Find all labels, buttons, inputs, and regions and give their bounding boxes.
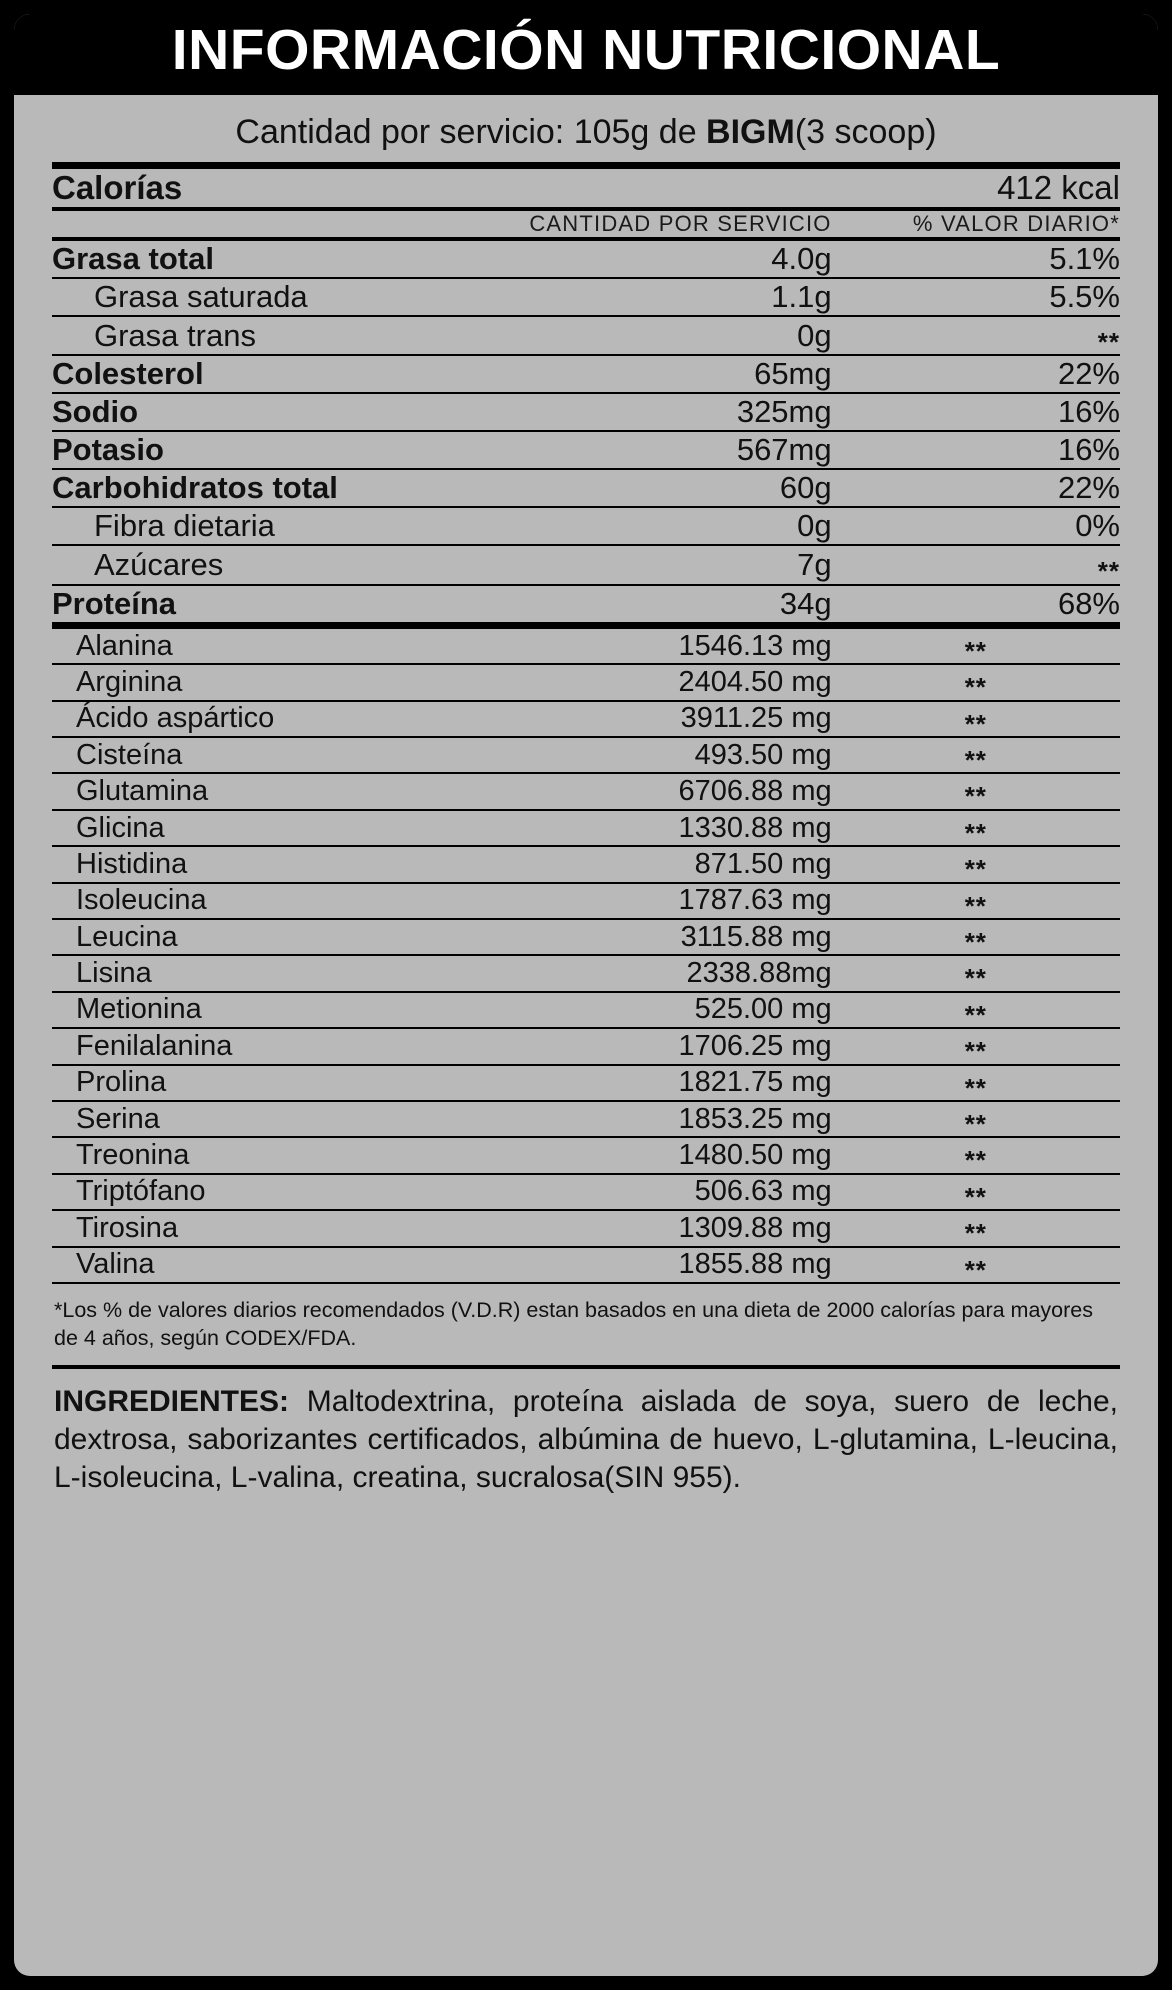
amino-acid-daily-value <box>832 1065 1120 1101</box>
amino-acid-name: Glicina <box>76 811 165 844</box>
ingredients-label: INGREDIENTES: <box>54 1384 290 1418</box>
nutrient-name: Grasa total <box>52 241 214 277</box>
nutrient-amount: 65mg <box>754 356 832 392</box>
amino-acid-daily-value <box>832 625 1120 664</box>
table-row-nutrient <box>52 239 1120 278</box>
amino-acid-daily-value <box>832 664 1120 703</box>
table-row-amino-acid <box>52 625 1120 664</box>
nutrient-name: Colesterol <box>52 356 204 392</box>
amino-acid-amount: 493.50 mg <box>694 738 832 771</box>
nutrition-facts-card <box>14 14 1158 1976</box>
amino-acid-name: Alanina <box>76 629 173 662</box>
nutrient-daily-value: 16% <box>1057 394 1120 430</box>
amino-acid-name: Lisina <box>76 957 152 990</box>
column-header-amount: CANTIDAD POR SERVICIO <box>529 211 832 237</box>
amino-acid-name: Arginina <box>76 665 183 698</box>
stars-marker: ** <box>964 927 987 957</box>
amino-acid-amount: 1546.13 mg <box>678 629 832 662</box>
column-header-blank <box>52 209 479 239</box>
nutrient-amount: 0g <box>797 317 832 353</box>
page-title: INFORMACIÓN NUTRICIONAL <box>171 18 1001 82</box>
amino-acid-name: Cisteína <box>76 738 183 771</box>
amino-acid-daily-value <box>832 1137 1120 1176</box>
serving-brand: BIGM <box>706 113 795 151</box>
nutrient-daily-value <box>832 545 1120 587</box>
stars-marker: ** <box>1097 556 1120 587</box>
nutrient-daily-value: 68% <box>1057 585 1120 621</box>
amino-acid-name: Glutamina <box>76 775 209 808</box>
amino-acid-daily-value <box>832 846 1120 885</box>
amino-acid-name: Ácido aspártico <box>76 702 275 735</box>
amino-acid-amount: 506.63 mg <box>694 1175 832 1208</box>
nutrient-name: Azúcares <box>94 547 224 583</box>
table-row-nutrient <box>52 278 1120 316</box>
stars-marker: ** <box>964 1181 987 1212</box>
amino-acid-daily-value <box>832 1247 1120 1283</box>
amino-acid-name: Prolina <box>76 1066 167 1099</box>
stars-marker: ** <box>964 890 987 921</box>
table-row-amino-acid <box>52 883 1120 919</box>
amino-acid-daily-value <box>832 1028 1120 1067</box>
amino-acid-name: Valina <box>76 1248 155 1281</box>
table-row-amino-acid <box>52 701 1120 737</box>
serving-prefix: Cantidad por servicio: 105g de <box>235 113 707 151</box>
table-row-calories <box>52 166 1120 210</box>
stars-marker: ** <box>964 999 987 1030</box>
nutrient-amount: 1.1g <box>771 279 832 315</box>
stars-marker: ** <box>964 854 987 885</box>
serving-suffix: (3 scoop) <box>794 113 937 151</box>
amino-acid-daily-value <box>832 1101 1120 1137</box>
amino-acid-name: Tirosina <box>76 1211 179 1244</box>
table-row-amino-acid <box>52 773 1120 809</box>
nutrient-name: Grasa saturada <box>94 279 308 315</box>
nutrient-name: Carbohidratos total <box>52 470 338 506</box>
ingredients-text: Maltodextrina, proteína aislada de soya, suero de leche, dextrosa, saborizantes certificados, albúmina de huevo, L-glutamina, L-leucina, L-isoleucina, L-valina, creatina, sucralosa(SIN 955). <box>54 1384 1118 1495</box>
nutrient-amount: 7g <box>797 547 832 583</box>
nutrient-name: Potasio <box>52 432 164 468</box>
table-row-amino-acid <box>52 1101 1120 1137</box>
amino-acid-amount: 2338.88mg <box>686 957 832 990</box>
amino-acid-name: Leucina <box>76 920 178 953</box>
amino-acid-amount: 1330.88 mg <box>678 811 832 844</box>
table-row-amino-acid <box>52 1210 1120 1246</box>
amino-acid-name: Metionina <box>76 993 202 1026</box>
amino-acid-amount: 1855.88 mg <box>678 1248 832 1281</box>
nutrition-table-wrap <box>14 162 1158 1284</box>
stars-marker: ** <box>1097 327 1120 358</box>
amino-acid-amount: 1706.25 mg <box>678 1029 832 1062</box>
amino-acid-amount: 1480.50 mg <box>678 1139 832 1172</box>
table-row-nutrient <box>52 355 1120 393</box>
stars-marker: ** <box>964 1254 987 1285</box>
table-row-amino-acid <box>52 1028 1120 1064</box>
amino-acid-amount: 1853.25 mg <box>678 1102 832 1135</box>
ingredients-section <box>14 1369 1158 1508</box>
table-row-amino-acid <box>52 919 1120 955</box>
nutrient-daily-value <box>832 316 1120 358</box>
nutrient-amount: 60g <box>779 470 832 506</box>
amino-acid-amount: 1787.63 mg <box>678 884 832 917</box>
nutrient-daily-value: 22% <box>1057 470 1120 506</box>
nutrient-name: Sodio <box>52 394 139 430</box>
amino-acid-amount: 1821.75 mg <box>678 1066 832 1099</box>
table-row-amino-acid <box>52 1065 1120 1101</box>
table-column-headers <box>52 209 1120 239</box>
amino-acid-amount: 525.00 mg <box>694 993 832 1026</box>
table-row-nutrient <box>52 469 1120 507</box>
nutrient-daily-value: 5.1% <box>1049 241 1120 277</box>
table-row-amino-acid <box>52 1174 1120 1210</box>
table-row-amino-acid <box>52 992 1120 1028</box>
amino-acid-name: Treonina <box>76 1139 190 1172</box>
column-header-daily-value: % VALOR DIARIO* <box>912 211 1120 237</box>
amino-acid-name: Isoleucina <box>76 884 207 917</box>
nutrient-amount: 4.0g <box>771 241 832 277</box>
daily-value-footnote: *Los % de valores diarios recomendados (V.D.R) estan basados en una dieta de 2000 calorías para mayores de 4 años, según CODEX/FDA. <box>54 1297 1093 1351</box>
nutrition-table-body <box>52 162 1120 1283</box>
nutrient-name: Grasa trans <box>94 317 256 353</box>
amino-acid-daily-value <box>832 919 1120 955</box>
stars-marker: ** <box>964 1145 987 1176</box>
table-row-nutrient <box>52 585 1120 626</box>
table-row-amino-acid <box>52 1137 1120 1173</box>
nutrient-daily-value: 5.5% <box>1049 279 1120 315</box>
amino-acid-daily-value <box>832 701 1120 737</box>
nutrient-amount: 34g <box>779 585 832 621</box>
calories-label: Calorías <box>52 169 183 207</box>
stars-marker: ** <box>964 1108 987 1139</box>
nutrient-daily-value: 16% <box>1057 432 1120 468</box>
amino-acid-name: Serina <box>76 1102 160 1135</box>
amino-acid-daily-value <box>832 773 1120 812</box>
nutrient-name: Proteína <box>52 585 177 621</box>
table-row-nutrient <box>52 507 1120 545</box>
table-row-amino-acid <box>52 664 1120 700</box>
amino-acid-amount: 3911.25 mg <box>680 702 832 735</box>
table-row-nutrient <box>52 316 1120 355</box>
amino-acid-daily-value <box>832 1174 1120 1210</box>
nutrient-daily-value: 22% <box>1057 356 1120 392</box>
stars-marker: ** <box>964 1036 987 1067</box>
amino-acid-name: Triptófano <box>76 1175 206 1208</box>
stars-marker: ** <box>964 635 987 666</box>
stars-marker: ** <box>964 1218 987 1249</box>
amino-acid-daily-value <box>832 737 1120 776</box>
amino-acid-daily-value <box>832 955 1120 994</box>
amino-acid-daily-value <box>832 810 1120 846</box>
stars-marker: ** <box>964 672 987 703</box>
serving-size-line <box>14 95 1158 162</box>
table-row-amino-acid <box>52 846 1120 882</box>
stars-marker: ** <box>964 745 987 776</box>
nutrient-amount: 567mg <box>736 432 832 468</box>
calories-spacer <box>479 166 831 210</box>
nutrient-amount: 0g <box>797 508 832 544</box>
amino-acid-amount: 6706.88 mg <box>678 775 832 808</box>
table-row-amino-acid <box>52 955 1120 991</box>
table-row-nutrient <box>52 393 1120 431</box>
amino-acid-name: Fenilalanina <box>76 1029 233 1062</box>
calories-value: 412 kcal <box>997 169 1120 207</box>
nutrient-name: Fibra dietaria <box>94 508 275 544</box>
table-row-nutrient <box>52 431 1120 469</box>
nutrition-table <box>52 162 1120 1284</box>
amino-acid-amount: 871.50 mg <box>694 847 832 880</box>
amino-acid-amount: 2404.50 mg <box>678 665 832 698</box>
nutrient-daily-value: 0% <box>1075 508 1120 544</box>
amino-acid-daily-value <box>832 992 1120 1028</box>
stars-marker: ** <box>964 781 987 812</box>
stars-marker: ** <box>964 708 987 739</box>
amino-acid-daily-value <box>832 883 1120 919</box>
table-row-amino-acid <box>52 1247 1120 1283</box>
stars-marker: ** <box>964 1072 987 1103</box>
nutrient-amount: 325mg <box>736 394 832 430</box>
amino-acid-name: Histidina <box>76 847 188 880</box>
table-row-nutrient <box>52 545 1120 584</box>
amino-acid-amount: 1309.88 mg <box>678 1211 832 1244</box>
table-row-amino-acid <box>52 737 1120 773</box>
panel-title-bar <box>14 14 1158 95</box>
amino-acid-amount: 3115.88 mg <box>680 920 832 953</box>
stars-marker: ** <box>964 817 987 848</box>
stars-marker: ** <box>964 963 987 994</box>
amino-acid-daily-value <box>832 1210 1120 1249</box>
table-row-amino-acid <box>52 810 1120 846</box>
